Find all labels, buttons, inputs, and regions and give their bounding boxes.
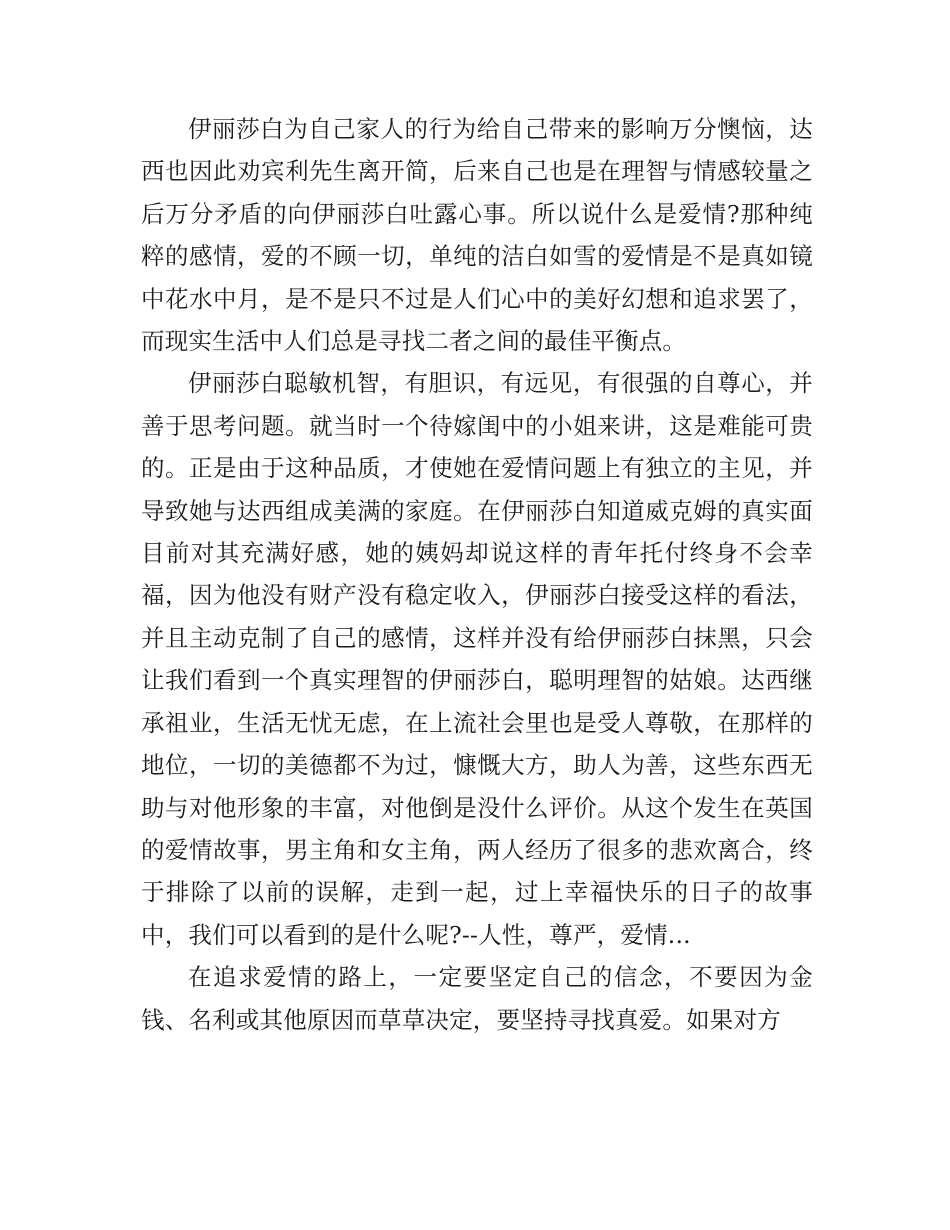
paragraph: 在追求爱情的路上，一定要坚定自己的信念，不要因为金钱、名利或其他原因而草草决定，要坚持寻找真爱。如果对方 <box>141 963 813 1034</box>
paragraph: 伊丽莎白聪敏机智，有胆识，有远见，有很强的自尊心，并善于思考问题。就当时一个待嫁闺中的小姐来讲，这是难能可贵的。正是由于这种品质，才使她在爱情问题上有独立的主见，并导致她与达西组成美满的家庭。在伊丽莎白知道威克姆的真实面目前对其充满好感，她的姨妈却说这样的青年托付终身不会幸福，因为他没有财产没有稳定收入，伊丽莎白接受这样的看法，并且主动克制了自己的感情，这样并没有给伊丽莎白抹黑，只会让我们看到一个真实理智的伊丽莎白，聪明理智的姑娘。达西继承祖业，生活无忧无虑，在上流社会里也是受人尊敬，在那样的地位，一切的美德都不为过，慷慨大方，助人为善，这些东西无助与对他形象的丰富，对他倒是没什么评价。从这个发生在英国的爱情故事，男主角和女主角，两人经历了很多的悲欢离合，终于排除了以前的误解，走到一起，过上幸福快乐的日子的故事中，我们可以看到的是什么呢?--人性，尊严，爱情... <box>141 369 813 949</box>
document-body <box>141 108 813 1041</box>
paragraph: 伊丽莎白为自己家人的行为给自己带来的影响万分懊恼，达西也因此劝宾利先生离开简，后来自己也是在理智与情感较量之后万分矛盾的向伊丽莎白吐露心事。所以说什么是爱情?那种纯粹的感情，爱的不顾一切，单纯的洁白如雪的爱情是不是真如镜中花水中月，是不是只不过是人们心中的美好幻想和追求罢了，而现实生活中人们总是寻找二者之间的最佳平衡点。 <box>141 115 813 356</box>
